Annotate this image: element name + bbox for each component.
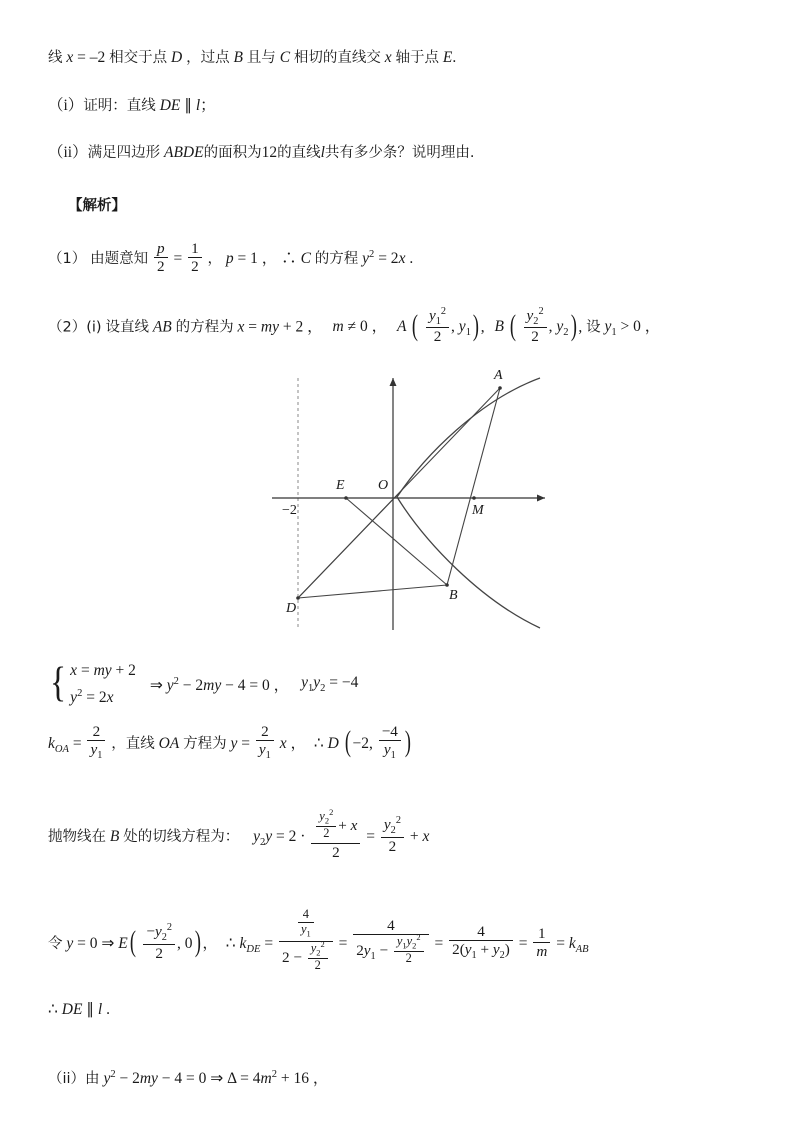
system-of-equations: { x = my + 2 $y^2 = 2x$ ⇒ $y^2 - 2my - 4 = 0$ ， $y_1y_2 = -4$	[48, 657, 358, 711]
line-tangent-at-B: 抛物线在 B 处的切线方程为： $y_2y = 2$ · $\frac{y_2^2}{2}$ + x 2 = $\frac{y_2^2}{2}$ + x	[48, 806, 430, 861]
figure-svg	[250, 360, 570, 635]
point-M	[472, 496, 476, 500]
fraction-kDE-1: $\frac{4}{y_1}$ 2 − $\frac{y_2^2}{2}$	[279, 910, 333, 975]
x-axis-arrow	[537, 495, 545, 502]
label-A: A	[494, 368, 503, 383]
fraction-minus4-over-y1: $\frac{-4}{y_1}$	[379, 723, 401, 762]
problem-line-3: （ii）满足四边形 ABDE的面积为12的直线l共有多少条？说明理由.	[48, 144, 475, 161]
system-equations-body: x = my + 2 $y^2 = 2x$	[70, 662, 136, 707]
fraction-2-over-y1: $\frac{2}{y_1}$	[87, 723, 105, 762]
point-A	[498, 386, 502, 390]
fraction-one-over-m: $\frac{1}{m}$	[533, 925, 550, 960]
fraction-minus-y2sq-over-2: $\frac{-y_2^2}{2}$	[143, 922, 175, 962]
line-kDE-derivation: 令 y = 0 ⇒ E( $\frac{-y_2^2}{2}$ , 0) ， ∴ $k_{DE}$ = $\frac{4}{y_1}$ 2 − $\frac{y_2^2}{2}$ = 4 $2y_1$ − $\frac{y_1y_2^2}{2}$ = $\frac{4}{2(y_1 + y_2)}$ = $\frac{1}{m}$ = $k_{AB}$	[48, 912, 589, 977]
right-paren-E: )	[194, 926, 201, 959]
label-D: D	[286, 601, 297, 616]
fraction-tangent-left: $\frac{y_2^2}{2}$ + x 2	[311, 810, 360, 861]
left-paren-A: (	[412, 309, 419, 342]
segment-BD	[298, 585, 447, 598]
y-axis-arrow	[390, 378, 397, 386]
fraction-y1y2sq-over-2: $\frac{y_1y_2^2}{2}$	[394, 933, 424, 966]
left-paren-D: (	[344, 726, 351, 759]
left-paren-B: (	[509, 309, 516, 342]
label-B: B	[449, 588, 458, 603]
fraction-kDE-2: 4 $2y_1$ − $\frac{y_1y_2^2}{2}$	[353, 917, 428, 968]
fraction-y2sq-over-2-den: $\frac{y_2^2}{2}$	[308, 940, 328, 973]
fraction-p-over-2: $\frac{p}{2}$	[154, 240, 168, 275]
right-paren-D: )	[404, 726, 411, 759]
section-heading-analysis: 【解析】	[68, 198, 126, 214]
fraction-2-over-y1-b: $\frac{2}{y_1}$	[256, 723, 274, 762]
line-conclusion: ∴ DE ∥ l .	[48, 1001, 110, 1018]
line-part-ii: （ii）由 $y^2 - 2my - 4 = 0$ ⇒ $\Delta = 4m^2 + 16$ ，	[48, 1069, 329, 1088]
fraction-y1sq-over-2: $\frac{y_1^2}{2}$	[426, 306, 449, 346]
parabola-figure	[250, 360, 570, 635]
problem-line-1: 线 x = –2 相交于点 D ，过点 B 且与 C 相切的直线交 x 轴于点 E.	[48, 49, 457, 66]
solution-step-2: （2）(i) 设直线 AB 的方程为 x = my + 2 ， m ≠ 0 ， A ( $\frac{y_1^2}{2}$ , $y_1$) , B ( $\frac{y_2^2}{2}$ , $y_2$) , 设 $y_1 > 0$ ，	[48, 305, 661, 346]
fraction-one-half: $\frac{1}{2}$	[188, 240, 202, 275]
point-D	[296, 596, 300, 600]
tangent-at-B	[346, 498, 447, 585]
label-E: E	[336, 478, 345, 493]
right-paren-B: )	[570, 309, 577, 342]
problem-line-2: （i）证明：直线 DE ∥ l；	[48, 97, 216, 114]
fraction-y2sq-over-2-right: $\frac{y_2^2}{2}$	[381, 815, 404, 855]
label-M: M	[472, 503, 484, 518]
label-O: O	[378, 478, 389, 493]
segment-DE	[298, 490, 402, 598]
right-paren-A: )	[472, 309, 479, 342]
point-E	[344, 496, 348, 500]
left-brace: {	[50, 660, 67, 707]
left-paren-E: (	[129, 926, 136, 959]
label-minus-2: −2	[282, 503, 297, 518]
fraction-y2sq-over-2-inner: $\frac{y_2^2}{2}$	[316, 808, 336, 841]
line-kOA: $k_{OA}$ = $\frac{2}{y_1}$ ，直线 OA 方程为 y = $\frac{2}{y_1}$ x ， ∴ D ( −2, $\frac{-4}{y_1}$ )	[48, 722, 411, 761]
chord-AB	[447, 388, 500, 585]
solution-step-1: （1） 由题意知 $\frac{p}{2}$ = $\frac{1}{2}$ ， p = 1 ， ∴ C 的方程 $y^2 = 2x$ .	[48, 239, 414, 275]
fraction-4-over-y1: $\frac{4}{y_1}$	[298, 908, 314, 939]
fraction-y2sq-over-2: $\frac{y_2^2}{2}$	[524, 306, 547, 346]
fraction-kDE-3: $\frac{4}{2(y_1 + y_2)}$	[449, 923, 513, 962]
point-B	[445, 583, 449, 587]
